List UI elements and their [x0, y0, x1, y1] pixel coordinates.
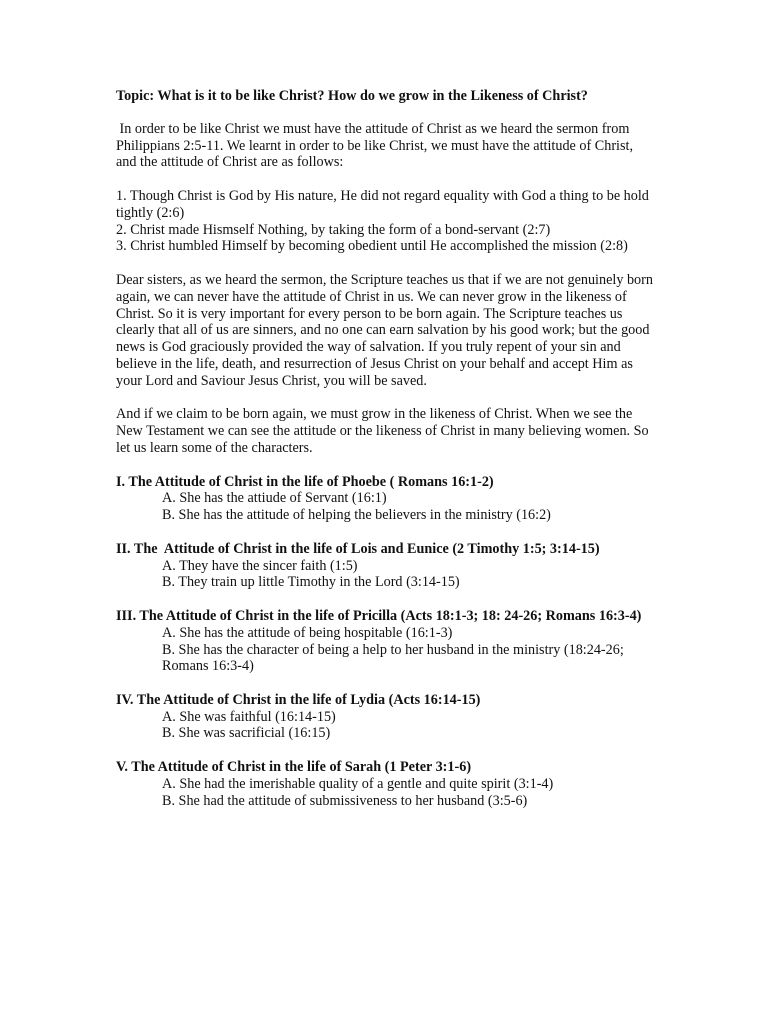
section-lydia	[116, 692, 656, 742]
section-item: A. She has the attiude of Servant (16:1)	[162, 490, 387, 507]
section-item: B. They train up little Timothy in the Lord (3:14-15)	[162, 574, 460, 591]
section-heading: V. The Attitude of Christ in the life of Sarah (1 Peter 3:1-6)	[116, 759, 472, 776]
attitude-points-list	[116, 188, 656, 255]
section-heading: I. The Attitude of Christ in the life of Phoebe ( Romans 16:1-2)	[116, 473, 494, 490]
attitude-point: 2. Christ made Hismself Nothing, by taking the form of a bond-servant (2:7)	[116, 221, 551, 238]
section-lois-eunice	[116, 541, 656, 591]
section-heading: III. The Attitude of Christ in the life of Pricilla (Acts 18:1-3; 18: 24-26; Romans 16:3-4)	[116, 607, 642, 624]
section-heading: IV. The Attitude of Christ in the life of Lydia (Acts 16:14-15)	[116, 691, 481, 708]
section-item: B. She has the attitude of helping the believers in the ministry (16:2)	[162, 507, 551, 524]
section-pricilla	[116, 608, 656, 675]
section-phoebe	[116, 474, 656, 524]
document-title: Topic: What is it to be like Christ? How do we grow in the Likeness of Christ?	[116, 88, 588, 104]
attitude-point: 3. Christ humbled Himself by becoming obedient until He accomplished the mission (2:8)	[116, 238, 628, 255]
document-page	[116, 88, 656, 826]
section-item: A. They have the sincer faith (1:5)	[162, 557, 358, 574]
section-item: B. She has the character of being a help to her husband in the ministry (18:24-26; Romans 16:3-4)	[162, 641, 624, 675]
section-item: A. She was faithful (16:14-15)	[162, 708, 336, 725]
section-item: A. She has the attitude of being hospitable (16:1-3)	[162, 624, 453, 641]
born-again-paragraph: Dear sisters, as we heard the sermon, the Scripture teaches us that if we are not genuinely born again, we can never have the attitude of Christ in us. We can never grow in the likeness of Christ. So it is very important for every person to be born again. The Scripture teaches us clearly that all of us are sinners, and no one can earn salvation by his good work; but the good news is God graciously provided the way of salvation. If you truly repent of your sin and believe in the life, death, and resurrection of Jesus Christ on your behalf and accept Him as your Lord and Saviour Jesus Christ, you will be saved.	[116, 271, 653, 389]
section-heading: II. The Attitude of Christ in the life of Lois and Eunice (2 Timothy 1:5; 3:14-15)	[116, 540, 600, 557]
grow-likeness-paragraph: And if we claim to be born again, we must grow in the likeness of Christ. When we see the New Testament we can see the attitude or the likeness of Christ in many believing women. So let us learn some of the characters.	[116, 406, 649, 456]
attitude-point: 1. Though Christ is God by His nature, He did not regard equality with God a thing to be hold tightly (2:6)	[116, 187, 649, 221]
section-item: B. She was sacrificial (16:15)	[162, 725, 331, 742]
section-item: B. She had the attitude of submissiveness to her husband (3:5-6)	[162, 792, 528, 809]
section-sarah	[116, 759, 656, 809]
section-item: A. She had the imerishable quality of a gentle and quite spirit (3:1-4)	[162, 775, 554, 792]
intro-paragraph: In order to be like Christ we must have the attitude of Christ as we heard the sermon from Philippians 2:5-11. We learnt in order to be like Christ, we must have the attitude of Christ, and the attitude of Christ are as follows:	[116, 120, 637, 171]
